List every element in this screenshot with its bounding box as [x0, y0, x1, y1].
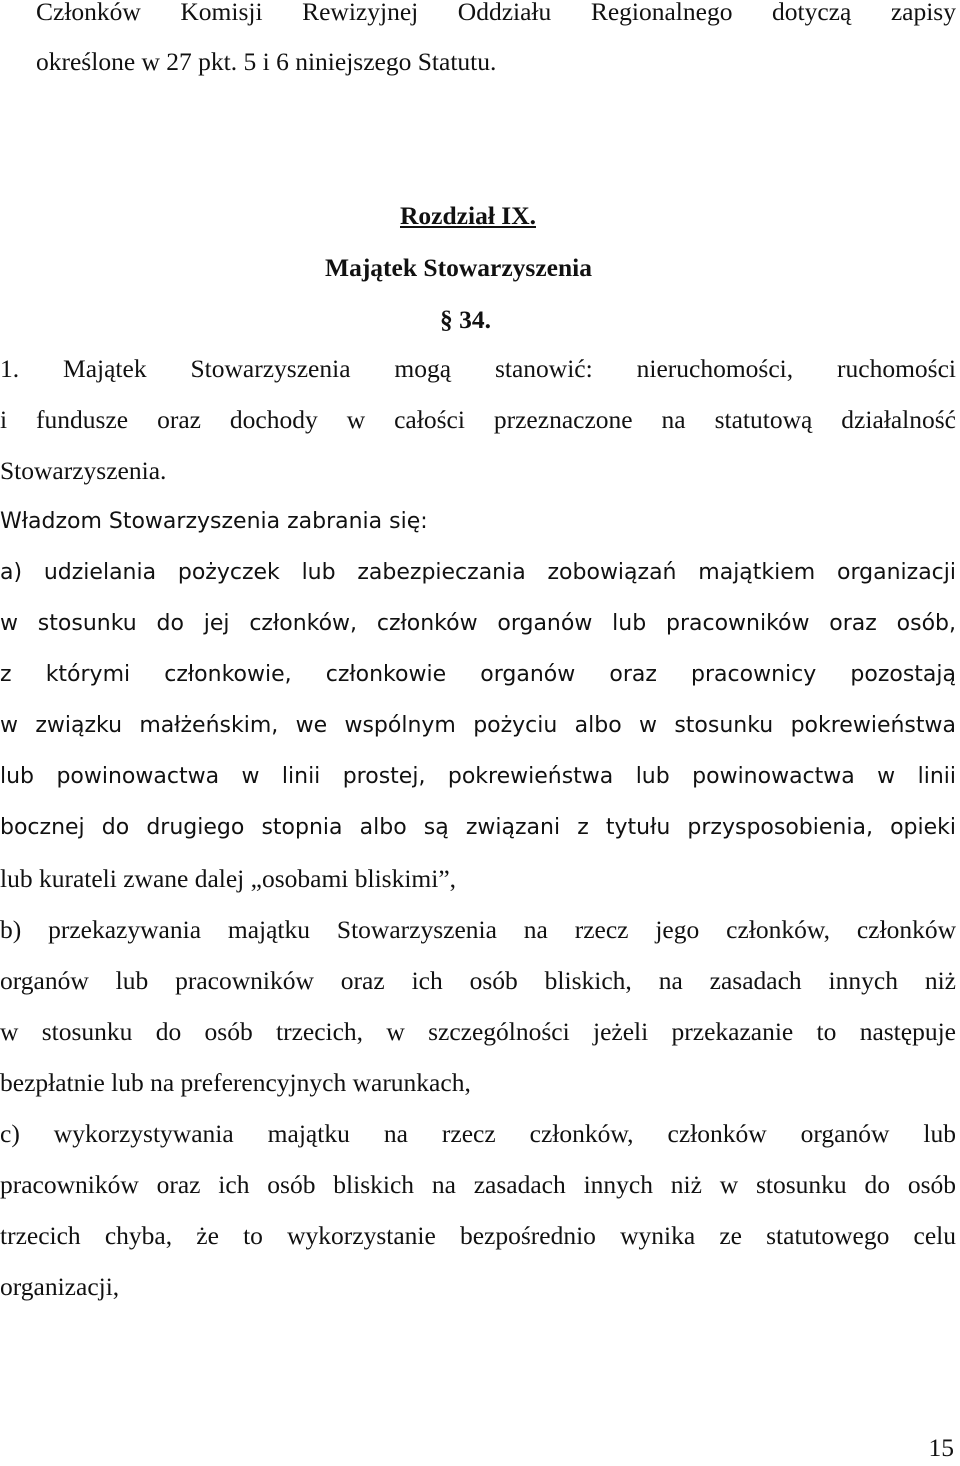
body-line-10: bocznej do drugiego stopnia albo są związani z tytułu przysposobienia, opieki [0, 815, 956, 840]
body-line-4: Władzom Stowarzyszenia zabrania się: [0, 509, 428, 534]
body-line-15: bezpłatnie lub na preferencyjnych warunkach, [0, 1068, 471, 1097]
body-line-6: w stosunku do jej członków, członków organów lub pracowników oraz osób, [0, 611, 956, 636]
body-line-13: organów lub pracowników oraz ich osób bliskich, na zasadach innych niż [0, 966, 956, 995]
intro-line-2: określone w 27 pkt. 5 i 6 niniejszego Statutu. [36, 47, 497, 76]
body-line-11: lub kurateli zwane dalej „osobami bliskimi”, [0, 864, 457, 893]
body-line-8: w związku małżeńskim, we wspólnym pożyciu albo w stosunku pokrewieństwa [0, 713, 956, 738]
body-line-3: Stowarzyszenia. [0, 456, 167, 485]
body-line-1: 1. Majątek Stowarzyszenia mogą stanowić: nieruchomości, ruchomości [0, 354, 956, 383]
body-line-2: i fundusze oraz dochody w całości przeznaczone na statutową działalność [0, 405, 956, 434]
body-line-17: pracowników oraz ich osób bliskich na zasadach innych niż w stosunku do osób [0, 1170, 956, 1199]
body-line-19: organizacji, [0, 1272, 120, 1301]
chapter-number: Rozdział IX. [400, 201, 536, 230]
body-line-12: b) przekazywania majątku Stowarzyszenia na rzecz jego członków, członków [0, 915, 956, 944]
body-line-16: c) wykorzystywania majątku na rzecz członków, członków organów lub [0, 1119, 956, 1148]
chapter-title: Majątek Stowarzyszenia [325, 253, 592, 282]
body-line-18: trzecich chyba, że to wykorzystanie bezpośrednio wynika ze statutowego celu [0, 1221, 956, 1250]
page-number: 15 [928, 1433, 954, 1462]
body-line-14: w stosunku do osób trzecich, w szczególności jeżeli przekazanie to następuje [0, 1017, 956, 1046]
intro-line-1: Członków Komisji Rewizyjnej Oddziału Regionalnego dotyczą zapisy [36, 0, 956, 26]
body-line-7: z którymi członkowie, członkowie organów oraz pracownicy pozostają [0, 662, 956, 687]
paragraph-number: 34. [459, 305, 491, 334]
section-symbol: § 34. [440, 305, 491, 334]
body-line-5: a) udzielania pożyczek lub zabezpieczania zobowiązań majątkiem organizacji [0, 560, 956, 585]
body-line-9: lub powinowactwa w linii prostej, pokrewieństwa lub powinowactwa w linii [0, 764, 956, 789]
